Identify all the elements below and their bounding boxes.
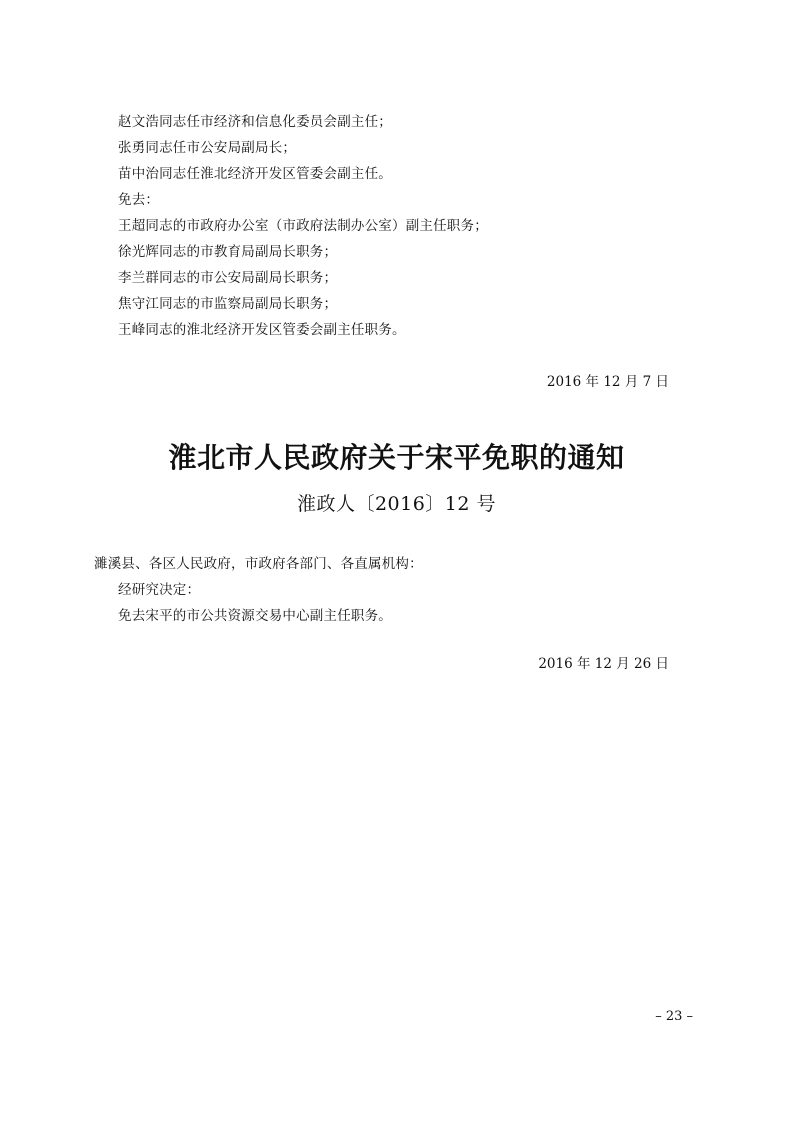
dismissal-line: 王超同志的市政府办公室（市政府法制办公室）副主任职务； [118, 218, 488, 234]
appointment-line: 赵文浩同志任市经济和信息化委员会副主任； [118, 114, 392, 130]
dismissal-line: 焦守江同志的市监察局副局长职务； [118, 296, 338, 312]
notice-addressee: 濉溪县、各区人民政府，市政府各部门、各直属机构： [94, 556, 423, 572]
notice-title: 淮北市人民政府关于宋平免职的通知 [168, 441, 625, 474]
dismissal-line: 李兰群同志的市公安局副局长职务； [118, 270, 338, 286]
dismissal-heading: 免去： [118, 192, 160, 208]
notice-body-line: 免去宋平的市公共资源交易中心副主任职务。 [118, 608, 392, 624]
notice-body-line: 经研究决定： [118, 582, 201, 598]
appointment-line: 苗中治同志任淮北经济开发区管委会副主任。 [118, 166, 392, 182]
dismissal-line: 徐光辉同志的市教育局副局长职务； [118, 244, 338, 260]
notice-doc-number: 淮政人〔2016〕12 号 [296, 493, 497, 515]
appointment-line: 张勇同志任市公安局副局长； [118, 140, 297, 156]
notice-date: 2016 年 12 月 26 日 [538, 656, 669, 672]
dismissal-line: 王峰同志的淮北经济开发区管委会副主任职务。 [118, 322, 406, 338]
section1-date: 2016 年 12 月 7 日 [546, 374, 669, 390]
page-number: – 23 – [655, 1009, 693, 1024]
